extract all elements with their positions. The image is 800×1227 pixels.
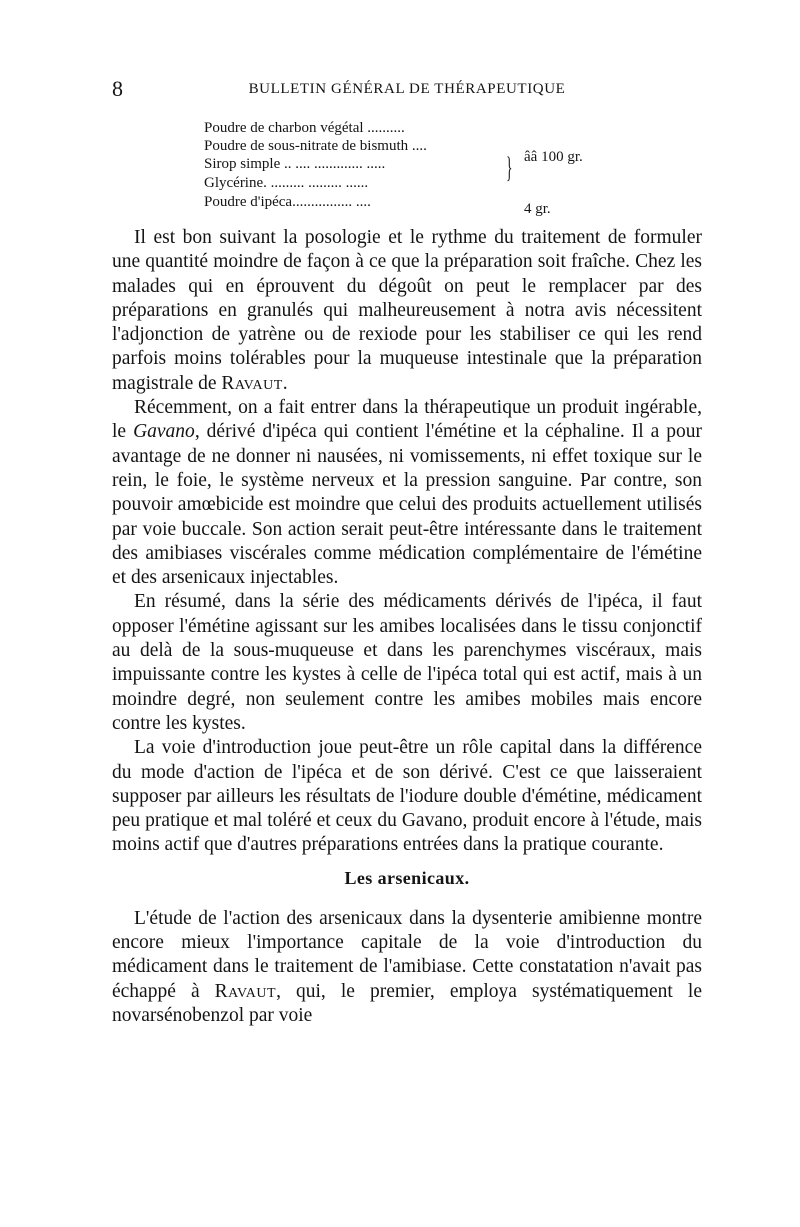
body-text [112, 226, 702, 1028]
prescription-formula [204, 120, 604, 220]
paragraph-text: Récemment, on a fait entrer dans la thérapeutique un produit ingérable, le [112, 397, 702, 443]
page-header [112, 74, 702, 104]
formula-line: Poudre de sous-nitrate de bismuth .... [204, 138, 427, 154]
paragraph-text: L'étude de l'action des arsenicaux dans la dysenterie amibienne montre encore mieux l'importance capitale de la voie d'introduction du médicament dans le traitement de l'amibiase. Cette constatation n'avait pas échappé à [112, 907, 702, 1002]
formula-quantity-group: ââ 100 gr. [524, 149, 583, 165]
formula-quantity-last: 4 gr. [524, 201, 551, 217]
paragraph-text: , qui, le premier, employa systématiquement le novarsénobenzol par voie [112, 980, 702, 1026]
paragraph [112, 396, 702, 590]
paragraph-text: Il est bon suivant la posologie et le rythme du traitement de formuler une quantité moindre de façon à ce que la préparation soit fraîche. Chez les malades qui en éprouvent du dégoût on peut le remplacer par des préparations en granulés qui malheureusement à notra avis nécessitent l'adjonction de yatrène ou de rexiode pour les stabiliser ce qui les rend parfois moins tolérables pour la muqueuse intestinale que la préparation magistrale de [112, 227, 702, 394]
section-heading: Les arsenicaux. [344, 867, 470, 888]
author-name: Ravaut [214, 980, 277, 1002]
paragraph-end: . [282, 372, 288, 394]
page-number: 8 [112, 76, 123, 101]
formula-line: Sirop simple .. .... ............. ..... [204, 156, 386, 172]
paragraph-text: , dérivé d'ipéca qui contient l'émétine et la céphaline. Il a pour avantage de ne donner ni nausées, ni vomissements, ni effet toxique sur le rein, le foie, le système nerveux et la pression sanguine. Par contre, son pouvoir amœbicide est moindre que celui des produits actuellement utilisés par voie buccale. Son action serait peut-être intéressante dans le traitement des amibiases viscérales comme médication complémentaire de l'émétine et des arsenicaux injectables. [112, 421, 702, 589]
formula-line: Glycérine. ......... ......... ...... [204, 175, 369, 191]
paragraph: En résumé, dans la série des médicaments dérivés de l'ipéca, il faut opposer l'émétine agissant sur les amibes localisées dans le tissu conjonctif au delà de la sous-muqueuse et dans les parenchymes viscéraux, mais impuissante contre les kystes à celle de l'ipéca total qui est actif, mais à un moindre degré, non seulement contre les amibes mobiles mais encore contre les kystes. [112, 591, 702, 734]
formula-line: Poudre d'ipéca................ .... [204, 194, 371, 210]
paragraph: La voie d'introduction joue peut-être un rôle capital dans la différence du mode d'action de l'ipéca et de son dérivé. C'est ce que laisseraient supposer par ailleurs les résultats de l'iodure double d'émétine, médicament peu pratique et mal toléré et ceux du Gavano, produit encore à l'étude, mais moins actif que d'autres préparations entrées dans la pratique courante. [112, 737, 702, 856]
product-name: Gavano [133, 421, 195, 443]
paragraph [112, 226, 702, 396]
formula-line: Poudre de charbon végétal .......... [204, 120, 405, 136]
running-title: BULLETIN GÉNÉRAL DE THÉRAPEUTIQUE [248, 81, 566, 97]
formula-brace: } [506, 151, 513, 184]
author-name: Ravaut [221, 372, 283, 394]
paragraph [112, 907, 702, 1028]
